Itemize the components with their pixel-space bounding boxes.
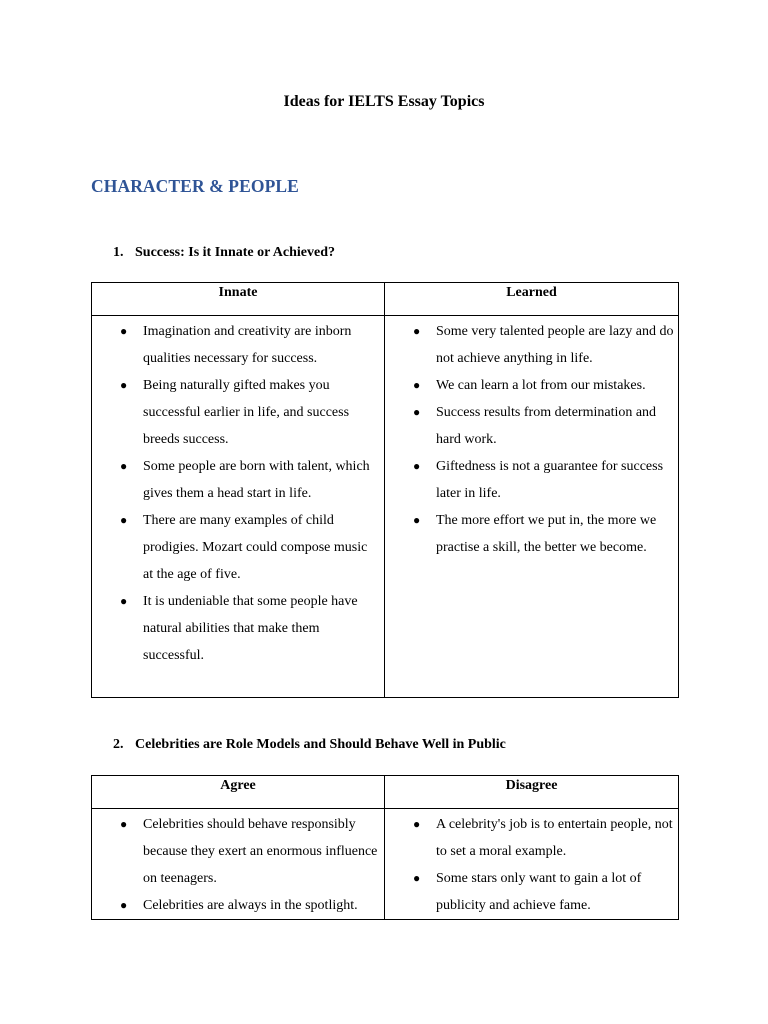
- bullet-icon: ●: [413, 459, 421, 473]
- bullet-list: [92, 316, 384, 669]
- bullet-icon: ●: [120, 594, 128, 608]
- section-heading: CHARACTER & PEOPLE: [91, 176, 299, 196]
- list-item: [92, 892, 380, 919]
- question-2: [113, 737, 506, 753]
- list-item: [92, 318, 380, 372]
- list-item: [92, 588, 380, 669]
- question-text: Celebrities are Role Models and Should Behave Well in Public: [135, 737, 506, 752]
- list-item-text: Some stars only want to gain a lot of publicity and achieve fame.: [436, 871, 642, 913]
- table-cell: [385, 809, 679, 920]
- bullet-icon: ●: [120, 324, 128, 338]
- bullet-list: [385, 809, 678, 919]
- bullet-icon: ●: [120, 898, 128, 912]
- list-item-text: Celebrities should behave responsibly because they exert an enormous influence on teenagers.: [143, 817, 378, 886]
- column-header: Disagree: [385, 776, 679, 809]
- list-item: [385, 372, 674, 399]
- list-item: [385, 507, 674, 561]
- list-item: [385, 865, 674, 919]
- list-item: [385, 399, 674, 453]
- table-header-row: [92, 776, 679, 809]
- question-1: [113, 245, 335, 261]
- list-item-text: We can learn a lot from our mistakes.: [436, 378, 646, 393]
- list-item: [92, 372, 380, 453]
- list-item-text: Some very talented people are lazy and do not achieve anything in life.: [436, 324, 674, 366]
- bullet-icon: ●: [413, 324, 421, 338]
- comparison-table-2: [91, 775, 679, 920]
- list-item: [385, 318, 674, 372]
- table-row: [92, 809, 679, 920]
- bullet-icon: ●: [413, 378, 421, 392]
- list-item: [92, 507, 380, 588]
- bullet-list: [385, 316, 678, 561]
- list-item-text: There are many examples of child prodigies. Mozart could compose music at the age of five.: [143, 513, 368, 582]
- list-item-text: Success results from determination and hard work.: [436, 405, 657, 447]
- list-item: [92, 811, 380, 892]
- list-item-text: Celebrities are always in the spotlight.: [143, 898, 358, 913]
- bullet-icon: ●: [413, 405, 421, 419]
- column-header: Learned: [385, 283, 679, 316]
- list-item-text: A celebrity's job is to entertain people, not to set a moral example.: [436, 817, 673, 859]
- comparison-table-1: [91, 282, 679, 698]
- list-item: [92, 453, 380, 507]
- question-text: Success: Is it Innate or Achieved?: [135, 245, 336, 260]
- bullet-icon: ●: [120, 817, 128, 831]
- list-item-text: Some people are born with talent, which gives them a head start in life.: [143, 459, 370, 501]
- column-header: Agree: [92, 776, 385, 809]
- bullet-icon: ●: [413, 513, 421, 527]
- table-row: [92, 316, 679, 698]
- document-title: Ideas for IELTS Essay Topics: [283, 93, 485, 110]
- bullet-icon: ●: [413, 871, 421, 885]
- bullet-icon: ●: [120, 459, 128, 473]
- table-cell: [92, 809, 385, 920]
- bullet-list: [92, 809, 384, 919]
- question-number: 1.: [113, 245, 124, 260]
- list-item-text: Imagination and creativity are inborn qualities necessary for success.: [143, 324, 352, 366]
- table-cell: [92, 316, 385, 698]
- table-cell: [385, 316, 679, 698]
- bullet-icon: ●: [120, 513, 128, 527]
- bullet-icon: ●: [120, 378, 128, 392]
- column-header: Innate: [92, 283, 385, 316]
- list-item-text: Giftedness is not a guarantee for success later in life.: [436, 459, 664, 501]
- list-item-text: The more effort we put in, the more we practise a skill, the better we become.: [436, 513, 657, 555]
- table-header-row: [92, 283, 679, 316]
- list-item-text: Being naturally gifted makes you successful earlier in life, and success breeds success.: [143, 378, 350, 447]
- question-number: 2.: [113, 737, 124, 752]
- list-item-text: It is undeniable that some people have natural abilities that make them successful.: [143, 594, 358, 663]
- bullet-icon: ●: [413, 817, 421, 831]
- list-item: [385, 453, 674, 507]
- list-item: [385, 811, 674, 865]
